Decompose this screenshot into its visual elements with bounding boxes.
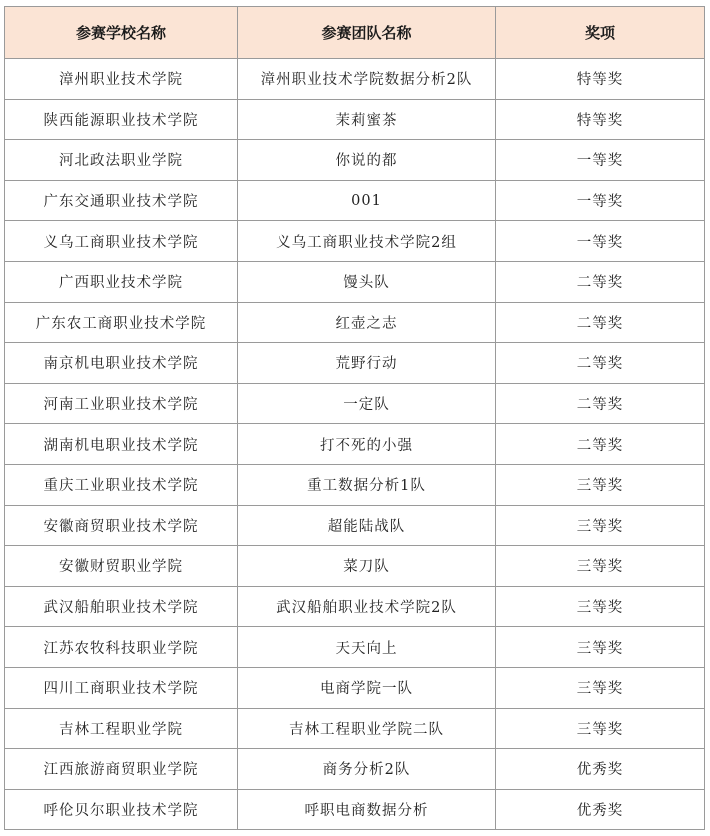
table-body (5, 59, 705, 830)
table-row (5, 708, 705, 749)
school-name-cell: 重庆工业职业技术学院 (5, 464, 238, 505)
team-name-cell: 武汉船舶职业技术学院2队 (238, 586, 496, 627)
award-cell: 二等奖 (496, 302, 705, 343)
table-row (5, 59, 705, 100)
table-row (5, 343, 705, 384)
award-cell: 三等奖 (496, 586, 705, 627)
team-name-cell: 001 (238, 180, 496, 221)
school-name-cell: 广东交通职业技术学院 (5, 180, 238, 221)
table-row (5, 505, 705, 546)
team-name-cell: 超能陆战队 (238, 505, 496, 546)
award-results-table (4, 6, 705, 830)
award-cell: 一等奖 (496, 180, 705, 221)
school-name-cell: 吉林工程职业学院 (5, 708, 238, 749)
school-name-cell: 广东农工商职业技术学院 (5, 302, 238, 343)
school-name-cell: 湖南机电职业技术学院 (5, 424, 238, 465)
team-name-cell: 呼职电商数据分析 (238, 789, 496, 830)
table-row (5, 99, 705, 140)
award-cell: 二等奖 (496, 261, 705, 302)
school-name-cell: 漳州职业技术学院 (5, 59, 238, 100)
school-name-cell: 江苏农牧科技职业学院 (5, 627, 238, 668)
table-row (5, 180, 705, 221)
table-row (5, 424, 705, 465)
school-name-cell: 河北政法职业学院 (5, 140, 238, 181)
table-row (5, 586, 705, 627)
award-cell: 三等奖 (496, 708, 705, 749)
table-row (5, 789, 705, 830)
award-cell: 二等奖 (496, 383, 705, 424)
award-cell: 三等奖 (496, 667, 705, 708)
team-name-cell: 一定队 (238, 383, 496, 424)
table-row (5, 546, 705, 587)
table-row (5, 140, 705, 181)
team-name-cell: 你说的都 (238, 140, 496, 181)
table-row (5, 221, 705, 262)
table-row (5, 749, 705, 790)
team-name-cell: 义乌工商职业技术学院2组 (238, 221, 496, 262)
school-name-cell: 四川工商职业技术学院 (5, 667, 238, 708)
school-name-cell: 武汉船舶职业技术学院 (5, 586, 238, 627)
team-name-cell: 电商学院一队 (238, 667, 496, 708)
team-name-cell: 商务分析2队 (238, 749, 496, 790)
school-name-cell: 义乌工商职业技术学院 (5, 221, 238, 262)
header-team-name: 参赛团队名称 (238, 7, 496, 59)
header-school-name: 参赛学校名称 (5, 7, 238, 59)
school-name-cell: 呼伦贝尔职业技术学院 (5, 789, 238, 830)
award-cell: 优秀奖 (496, 749, 705, 790)
award-cell: 一等奖 (496, 140, 705, 181)
award-cell: 二等奖 (496, 343, 705, 384)
team-name-cell: 吉林工程职业学院二队 (238, 708, 496, 749)
school-name-cell: 安徽商贸职业技术学院 (5, 505, 238, 546)
award-cell: 三等奖 (496, 546, 705, 587)
team-name-cell: 菜刀队 (238, 546, 496, 587)
team-name-cell: 馒头队 (238, 261, 496, 302)
school-name-cell: 江西旅游商贸职业学院 (5, 749, 238, 790)
school-name-cell: 安徽财贸职业学院 (5, 546, 238, 587)
award-cell: 三等奖 (496, 464, 705, 505)
table-row (5, 383, 705, 424)
table-row (5, 261, 705, 302)
table-row (5, 627, 705, 668)
team-name-cell: 茉莉蜜茶 (238, 99, 496, 140)
award-cell: 优秀奖 (496, 789, 705, 830)
team-name-cell: 荒野行动 (238, 343, 496, 384)
table-row (5, 464, 705, 505)
table-header-row (5, 7, 705, 59)
award-cell: 特等奖 (496, 59, 705, 100)
team-name-cell: 打不死的小强 (238, 424, 496, 465)
award-cell: 特等奖 (496, 99, 705, 140)
school-name-cell: 陕西能源职业技术学院 (5, 99, 238, 140)
team-name-cell: 漳州职业技术学院数据分析2队 (238, 59, 496, 100)
school-name-cell: 广西职业技术学院 (5, 261, 238, 302)
school-name-cell: 南京机电职业技术学院 (5, 343, 238, 384)
award-cell: 三等奖 (496, 505, 705, 546)
team-name-cell: 天天向上 (238, 627, 496, 668)
award-cell: 二等奖 (496, 424, 705, 465)
table-row (5, 302, 705, 343)
header-award: 奖项 (496, 7, 705, 59)
team-name-cell: 重工数据分析1队 (238, 464, 496, 505)
team-name-cell: 红壶之志 (238, 302, 496, 343)
table-row (5, 667, 705, 708)
award-cell: 一等奖 (496, 221, 705, 262)
award-cell: 三等奖 (496, 627, 705, 668)
school-name-cell: 河南工业职业技术学院 (5, 383, 238, 424)
